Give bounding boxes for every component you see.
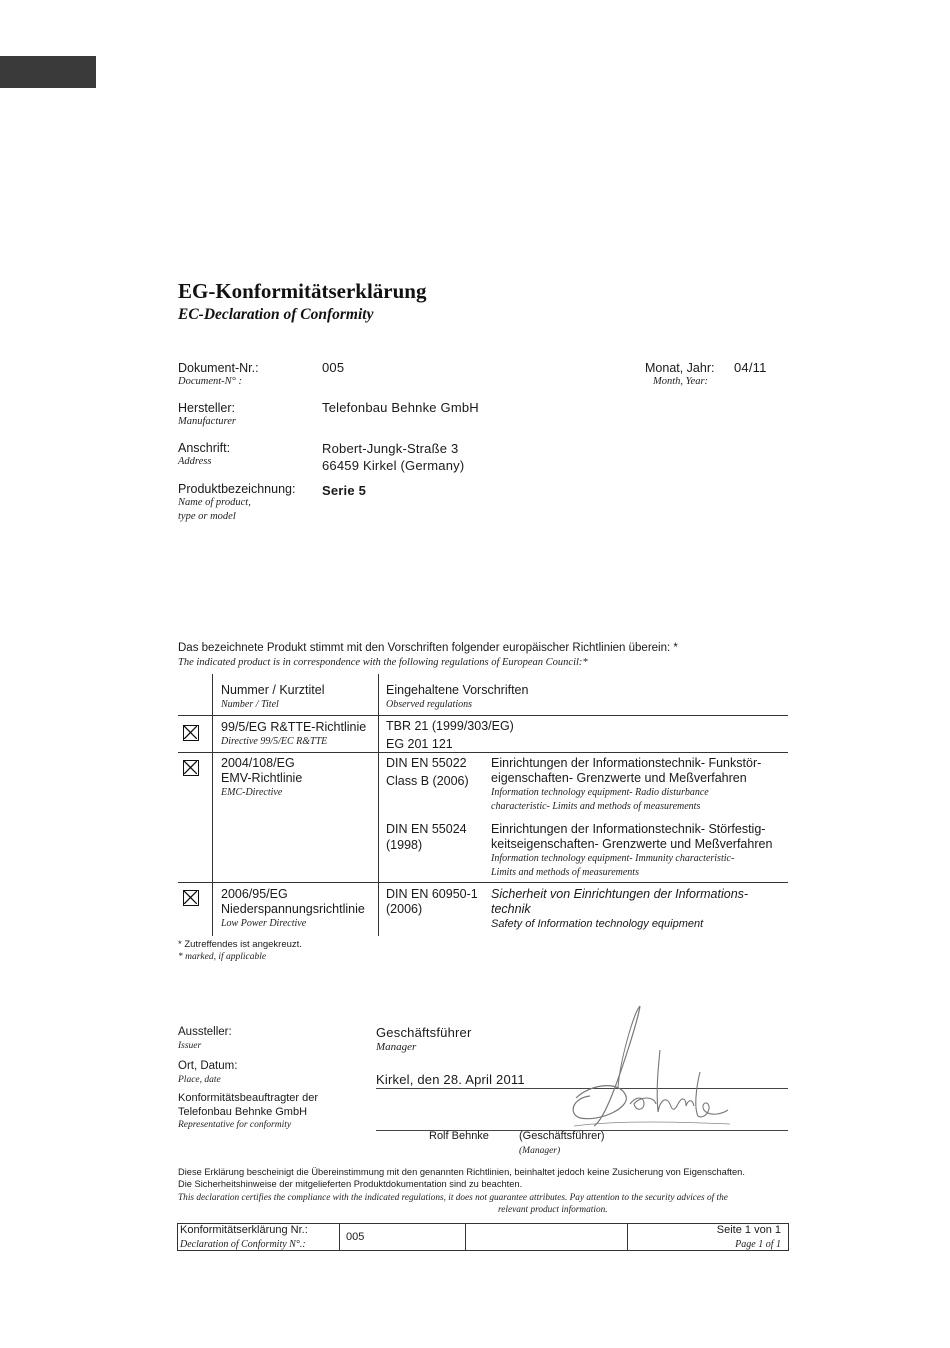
row3-standard-1: DIN EN 60950-1 <box>386 887 478 901</box>
document-number-label: Dokument-Nr.: <box>178 361 259 375</box>
disclaimer-en-2: relevant product information. <box>498 1205 608 1215</box>
row2a-desc-2: eigenschaften- Grenzwerte und Meßverfahren <box>491 771 747 785</box>
product-value: Serie 5 <box>322 483 367 498</box>
checkbox-cross-icon <box>184 726 197 739</box>
address-label: Anschrift: <box>178 441 231 455</box>
col2-header: Eingehaltene Vorschriften <box>386 683 529 697</box>
month-year-value: 04/11 <box>734 360 767 375</box>
row2b-standard-1: DIN EN 55024 <box>386 822 467 836</box>
address-line-1: Robert-Jungk-Straße 3 <box>322 441 459 456</box>
footer-page: Seite 1 von 1 <box>716 1224 781 1236</box>
document-subtitle: EC-Declaration of Conformity <box>178 306 374 323</box>
signer-role-sub: (Manager) <box>519 1146 561 1156</box>
checkbox-row-3 <box>183 890 199 906</box>
document-number-sub: Document-N° : <box>178 376 242 387</box>
footer-number: 005 <box>346 1231 365 1243</box>
checkbox-row-1 <box>183 725 199 741</box>
product-label: Produktbezeichnung: <box>178 482 296 496</box>
col2-header-sub: Observed regulations <box>386 699 473 710</box>
col1-header-sub: Number / Titel <box>221 699 279 710</box>
row2-title-2: EMV-Richtlinie <box>221 771 303 785</box>
row3-desc-3: Safety of Information technology equipment <box>491 918 704 930</box>
place-label: Ort, Datum: <box>178 1060 238 1072</box>
manufacturer-label: Hersteller: <box>178 401 235 415</box>
row3-standard-2: (2006) <box>386 902 423 916</box>
row3-title-sub: Low Power Directive <box>221 918 307 929</box>
row2b-standard-2: (1998) <box>386 838 423 852</box>
row1-standard-1: TBR 21 (1999/303/EG) <box>386 719 514 733</box>
row1-title-sub: Directive 99/5/EC R&TTE <box>221 736 328 747</box>
row1-standard-2: EG 201 121 <box>386 737 453 751</box>
representative-sub: Representative for conformity <box>178 1120 292 1130</box>
row2a-standard-1: DIN EN 55022 <box>386 756 467 770</box>
disclaimer-de-2: Die Sicherheitshinweise der mitgelieferten Produktdokumentation sind zu beachten. <box>178 1179 523 1189</box>
place-date-value: Kirkel, den 28. April 2011 <box>376 1072 525 1087</box>
handwritten-signature <box>560 1000 740 1130</box>
disclaimer-de-1: Diese Erklärung bescheinigt die Übereinstimmung mit den genannten Richtlinien, beinhaltet jedoch keine Zusicherung von Eigenschaften. <box>178 1167 745 1177</box>
footer-label: Konformitätserklärung Nr.: <box>180 1224 308 1236</box>
signer-role: (Geschäftsführer) <box>519 1130 605 1142</box>
table-row2-rule <box>178 882 788 883</box>
footer-divider-2 <box>465 1223 466 1251</box>
row2-title-1: 2004/108/EG <box>221 756 295 770</box>
row3-desc-2: technik <box>491 902 531 916</box>
disclaimer-en-1: This declaration certifies the compliance with the indicated regulations, it does not guarantee attributes. Pay attention to the security advices of the <box>178 1193 728 1203</box>
intro-text-en: The indicated product is in correspondence with the following regulations of European Council:* <box>178 657 588 668</box>
table-row1-rule <box>178 752 788 753</box>
footnote-en: * marked, if applicable <box>178 952 267 962</box>
col1-header: Nummer / Kurztitel <box>221 683 325 697</box>
row2a-standard-2: Class B (2006) <box>386 774 469 788</box>
manufacturer-value: Telefonbau Behnke GmbH <box>322 400 479 415</box>
place-sub: Place, date <box>178 1075 221 1085</box>
row2b-sub-2: Limits and methods of measurements <box>491 867 639 878</box>
footer-divider-1 <box>339 1223 340 1251</box>
row2-title-sub: EMC-Directive <box>221 787 283 798</box>
issuer-label: Aussteller: <box>178 1026 232 1038</box>
intro-text-de: Das bezeichnete Produkt stimmt mit den Vorschriften folgender europäischer Richtlinien überein: * <box>178 642 678 654</box>
row2b-sub-1: Information technology equipment- Immunity characteristic- <box>491 853 735 864</box>
table-divider-mid <box>378 674 379 936</box>
footer-label-sub: Declaration of Conformity N°.: <box>180 1239 306 1250</box>
footer-page-sub: Page 1 of 1 <box>735 1239 781 1250</box>
checkbox-cross-icon <box>184 891 197 904</box>
row1-title: 99/5/EG R&TTE-Richtlinie <box>221 720 367 734</box>
table-divider-left <box>212 674 213 936</box>
row2a-desc-1: Einrichtungen der Informationstechnik- Funkstör- <box>491 756 762 770</box>
document-number-value: 005 <box>322 360 345 375</box>
address-sub: Address <box>178 456 212 467</box>
row2a-sub-1: Information technology equipment- Radio disturbance <box>491 787 709 798</box>
checkbox-row-2 <box>183 760 199 776</box>
row2a-sub-2: characteristic- Limits and methods of measurements <box>491 801 701 812</box>
row3-title-2: Niederspannungsrichtlinie <box>221 902 365 916</box>
signer-name: Rolf Behnke <box>429 1130 489 1142</box>
month-year-sub: Month, Year: <box>653 376 709 387</box>
row3-desc-1: Sicherheit von Einrichtungen der Informations- <box>491 887 749 901</box>
row3-title-1: 2006/95/EG <box>221 887 288 901</box>
issuer-sub: Issuer <box>178 1041 202 1051</box>
manufacturer-sub: Manufacturer <box>178 416 236 427</box>
footnote-de: * Zutreffendes ist angekreuzt. <box>178 939 302 950</box>
month-year-label: Monat, Jahr: <box>645 361 715 375</box>
address-line-2: 66459 Kirkel (Germany) <box>322 458 465 473</box>
issuer-value-sub: Manager <box>376 1041 417 1053</box>
product-sub-2: type or model <box>178 511 236 522</box>
row2b-desc-1: Einrichtungen der Informationstechnik- Störfestig- <box>491 822 766 836</box>
row2b-desc-2: keitseigenschaften- Grenzwerte und Meßverfahren <box>491 837 773 851</box>
checkbox-cross-icon <box>184 761 197 774</box>
representative-label-2: Telefonbau Behnke GmbH <box>178 1106 308 1118</box>
representative-label-1: Konformitätsbeauftragter der <box>178 1092 319 1104</box>
table-header-rule <box>178 715 788 716</box>
product-sub-1: Name of product, <box>178 497 251 508</box>
page-tab-marker <box>0 56 96 88</box>
footer-divider-3 <box>627 1223 628 1251</box>
document-title: EG-Konformitätserklärung <box>178 279 427 303</box>
issuer-value: Geschäftsführer <box>376 1025 472 1040</box>
